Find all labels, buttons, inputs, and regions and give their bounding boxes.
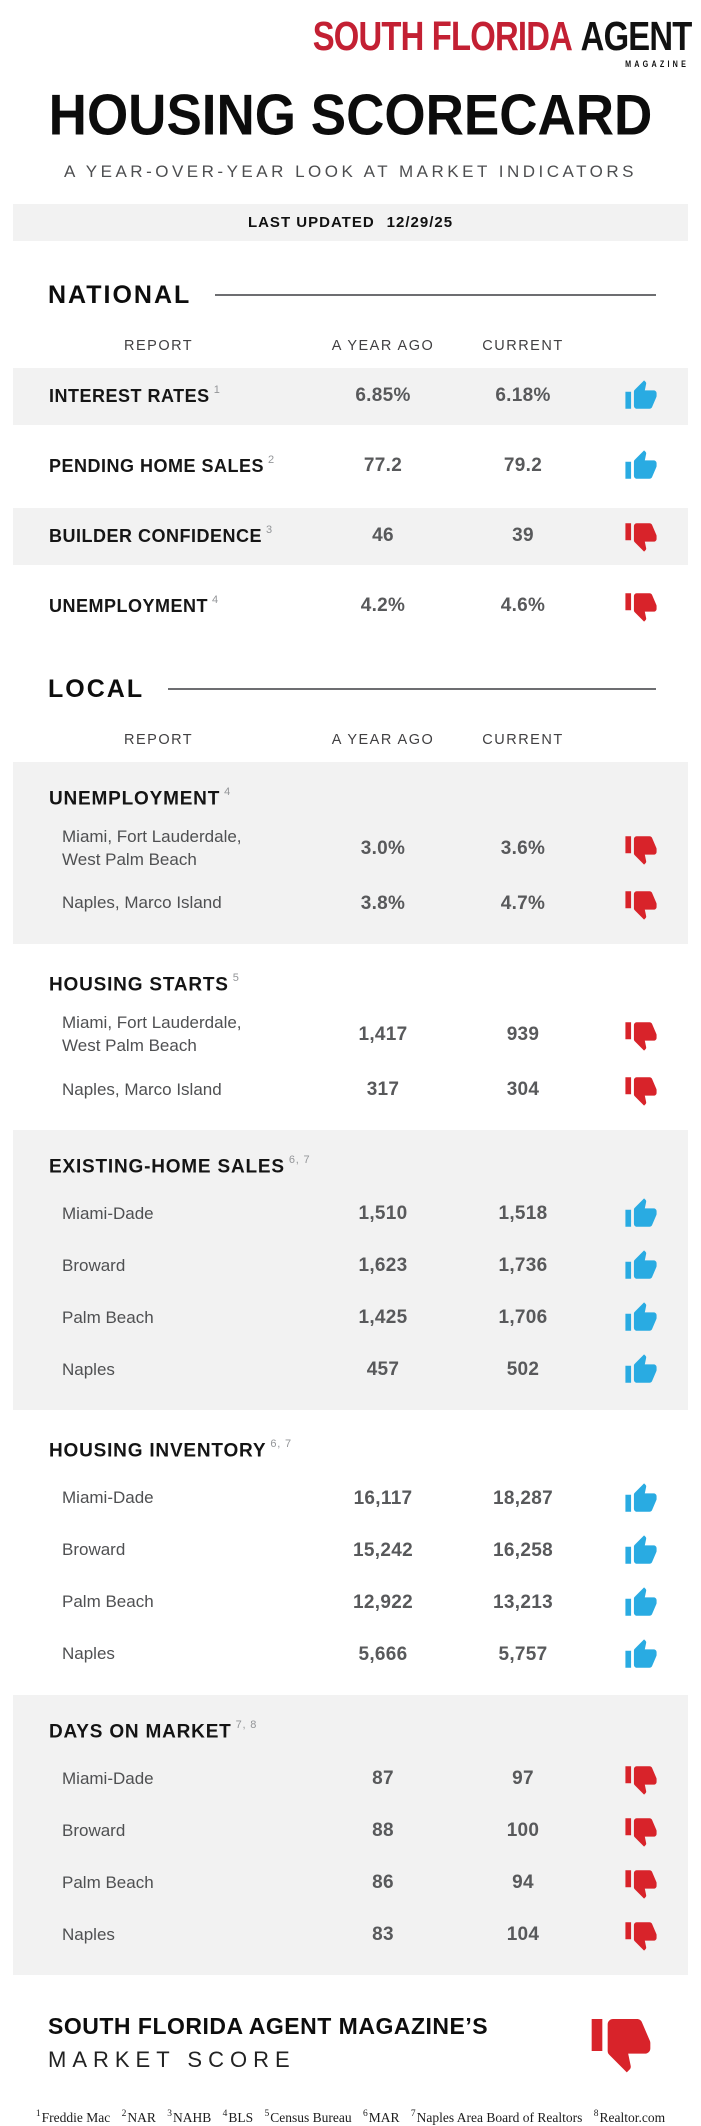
report-label: PENDING HOME SALES $^2$	[49, 453, 275, 476]
column-header-current: CURRENT	[482, 337, 564, 354]
logo-magazine: MAGAZINE	[624, 59, 689, 69]
group-heading: UNEMPLOYMENT $^4$	[49, 785, 232, 809]
current-value: 3.6%	[500, 837, 546, 859]
footnote: $^1$Freddie Mac	[35, 2109, 111, 2125]
area-label: Broward	[62, 1820, 126, 1840]
footnote-ref: 4	[212, 593, 219, 606]
area-label: Palm Beach	[62, 1872, 154, 1892]
area-label: Naples	[62, 1924, 115, 1944]
column-header-current: CURRENT	[482, 731, 564, 748]
market-score-thumb-icon	[589, 2011, 653, 2075]
report-label: INTEREST RATES $^1$	[49, 383, 221, 406]
footnote-ref: 3	[266, 523, 273, 536]
year-ago-value: 4.2%	[360, 595, 406, 617]
year-ago-value: 77.2	[363, 455, 403, 477]
current-value: 304	[506, 1079, 540, 1101]
area-label: Miami, Fort Lauderdale, West Palm Beach	[62, 826, 242, 869]
section-national	[48, 281, 656, 310]
heading-rule	[168, 688, 656, 690]
year-ago-value: 86	[372, 1872, 394, 1894]
last-updated-label: LAST UPDATED	[247, 213, 375, 231]
area-label: Naples, Marco Island	[62, 1079, 222, 1099]
table-row	[13, 878, 688, 930]
trend-thumb-icon	[593, 1866, 688, 1900]
year-ago-value: 3.8%	[360, 892, 406, 914]
area-label: Broward	[62, 1255, 126, 1275]
current-value: 939	[506, 1024, 540, 1046]
trend-thumb-icon	[593, 1482, 688, 1516]
group-heading: HOUSING INVENTORY $^{6, 7}$	[49, 1438, 292, 1462]
footnote-ref: 6, 7	[288, 1154, 311, 1167]
year-ago-value: 87	[372, 1768, 394, 1790]
source-footnotes	[0, 2109, 701, 2126]
current-value: 1,706	[498, 1307, 548, 1329]
footnote: $^3$NAHB	[167, 2109, 212, 2125]
trend-thumb-icon	[593, 449, 688, 483]
current-value: 1,518	[498, 1203, 548, 1225]
trend-thumb-icon	[593, 1018, 688, 1052]
report-label: BUILDER CONFIDENCE $^3$	[49, 523, 273, 546]
footnote-ref: 4	[224, 785, 232, 798]
area-label: Miami-Dade	[62, 1488, 154, 1508]
area-label: Palm Beach	[62, 1592, 154, 1612]
year-ago-value: 1,425	[358, 1307, 408, 1329]
year-ago-value: 1,623	[358, 1255, 408, 1277]
column-header-year-ago: A YEAR AGO	[331, 731, 435, 748]
column-header-year-ago: A YEAR AGO	[331, 337, 435, 354]
table-row	[13, 368, 688, 425]
footnote: $^7$Naples Area Board of Realtors	[410, 2109, 583, 2125]
year-ago-value: 83	[372, 1924, 394, 1946]
area-label: Miami-Dade	[62, 1768, 154, 1788]
market-score-footer	[48, 2011, 653, 2075]
area-label: Naples	[62, 1359, 115, 1379]
year-ago-value: 16,117	[353, 1487, 413, 1509]
footnote-ref: 1	[213, 383, 221, 396]
trend-thumb-icon	[593, 1534, 688, 1568]
section-national-heading: NATIONAL	[48, 280, 192, 309]
trend-thumb-icon	[593, 1249, 688, 1283]
table-row	[13, 1240, 688, 1292]
area-label: Palm Beach	[62, 1307, 154, 1327]
trend-thumb-icon	[593, 379, 688, 413]
trend-thumb-icon	[593, 1353, 688, 1387]
column-header-report: REPORT	[124, 337, 194, 354]
footnote: $^4$BLS	[222, 2109, 254, 2125]
table-row	[13, 508, 688, 565]
section-local	[48, 675, 656, 704]
trend-thumb-icon	[593, 519, 688, 553]
year-ago-value: 88	[372, 1820, 394, 1842]
area-label: Naples	[62, 1644, 115, 1664]
area-label: Miami, Fort Lauderdale, West Palm Beach	[62, 1013, 242, 1056]
area-label: Broward	[62, 1540, 126, 1560]
last-updated-date: 12/29/25	[386, 213, 454, 231]
year-ago-value: 317	[366, 1079, 400, 1101]
current-value: 39	[512, 525, 534, 547]
footnote-ref: 6, 7	[270, 1438, 292, 1451]
table-row	[13, 1344, 688, 1396]
page-subtitle: A YEAR-OVER-YEAR LOOK AT MARKET INDICATORS	[63, 161, 638, 181]
table-row	[13, 1473, 688, 1525]
footnote: $^5$Census Bureau	[264, 2109, 352, 2125]
table-row	[13, 1292, 688, 1344]
trend-thumb-icon	[593, 1301, 688, 1335]
table-row	[13, 820, 688, 878]
year-ago-value: 15,242	[353, 1539, 413, 1561]
table-row	[13, 1188, 688, 1240]
current-value: 4.6%	[500, 595, 546, 617]
page-title: HOUSING SCORECARD	[48, 83, 653, 148]
magazine-logo	[0, 0, 701, 72]
footnote: $^8$Realtor.com	[593, 2109, 666, 2125]
table-row	[13, 1753, 688, 1805]
current-value: 104	[506, 1924, 540, 1946]
table-row	[13, 1525, 688, 1577]
logo-agent: AGENT	[580, 13, 691, 59]
trend-thumb-icon	[593, 589, 688, 623]
table-row	[13, 1857, 688, 1909]
table-row	[13, 1909, 688, 1961]
footnote: $^2$NAR	[121, 2109, 156, 2125]
current-value: 502	[506, 1359, 540, 1381]
local-group-days-on-market	[13, 1695, 688, 1975]
footnote-ref: 5	[232, 971, 240, 984]
current-value: 79.2	[503, 455, 543, 477]
year-ago-value: 46	[372, 525, 394, 547]
report-label: UNEMPLOYMENT $^4$	[49, 593, 219, 616]
current-value: 18,287	[493, 1487, 553, 1509]
trend-thumb-icon	[593, 1762, 688, 1796]
local-group-housing-inventory	[13, 1410, 688, 1694]
trend-thumb-icon	[593, 1073, 688, 1107]
column-header-report: REPORT	[124, 731, 194, 748]
trend-thumb-icon	[593, 1814, 688, 1848]
table-row	[13, 438, 688, 495]
current-value: 4.7%	[500, 892, 546, 914]
year-ago-value: 12,922	[353, 1591, 413, 1613]
last-updated-bar	[13, 204, 688, 241]
table-row	[13, 1805, 688, 1857]
trend-thumb-icon	[593, 1586, 688, 1620]
year-ago-value: 1,510	[358, 1203, 408, 1225]
area-label: Miami-Dade	[62, 1203, 154, 1223]
table-row	[13, 1064, 688, 1116]
year-ago-value: 1,417	[358, 1024, 408, 1046]
heading-rule	[215, 294, 656, 296]
table-row	[13, 1577, 688, 1629]
footnote-ref: 2	[268, 453, 275, 466]
year-ago-value: 457	[366, 1359, 400, 1381]
group-heading: DAYS ON MARKET $^{7, 8}$	[49, 1718, 258, 1743]
logo-south-florida: SOUTH FLORIDA	[312, 13, 571, 59]
current-value: 16,258	[493, 1539, 553, 1561]
current-value: 100	[506, 1820, 540, 1842]
market-score-title: SOUTH FLORIDA AGENT MAGAZINE’S	[48, 2013, 489, 2040]
year-ago-value: 6.85%	[355, 385, 411, 407]
trend-thumb-icon	[593, 832, 688, 866]
local-group-housing-starts	[13, 944, 688, 1130]
table-row	[13, 1006, 688, 1064]
current-value: 5,757	[498, 1643, 548, 1665]
table-row	[13, 578, 688, 635]
section-local-heading: LOCAL	[48, 674, 145, 703]
trend-thumb-icon	[593, 887, 688, 921]
footnote-ref: 7, 8	[235, 1718, 258, 1731]
current-value: 6.18%	[495, 385, 551, 407]
local-group-unemployment	[13, 762, 688, 944]
table-row	[13, 1629, 688, 1681]
trend-thumb-icon	[593, 1918, 688, 1952]
group-heading: EXISTING-HOME SALES $^{6, 7}$	[49, 1154, 311, 1178]
current-value: 94	[512, 1872, 534, 1894]
area-label: Naples, Marco Island	[62, 893, 222, 913]
current-value: 97	[512, 1768, 534, 1790]
trend-thumb-icon	[593, 1197, 688, 1231]
year-ago-value: 5,666	[358, 1643, 408, 1665]
market-score-subtitle: MARKET SCORE	[48, 2047, 296, 2073]
local-group-existing-home-sales	[13, 1130, 688, 1410]
current-value: 13,213	[493, 1591, 553, 1613]
national-column-headers	[13, 338, 688, 354]
footnote: $^6$MAR	[363, 2109, 400, 2125]
group-heading: HOUSING STARTS $^5$	[49, 971, 240, 996]
year-ago-value: 3.0%	[360, 837, 406, 859]
local-column-headers	[13, 732, 688, 748]
trend-thumb-icon	[593, 1638, 688, 1672]
current-value: 1,736	[498, 1255, 548, 1277]
